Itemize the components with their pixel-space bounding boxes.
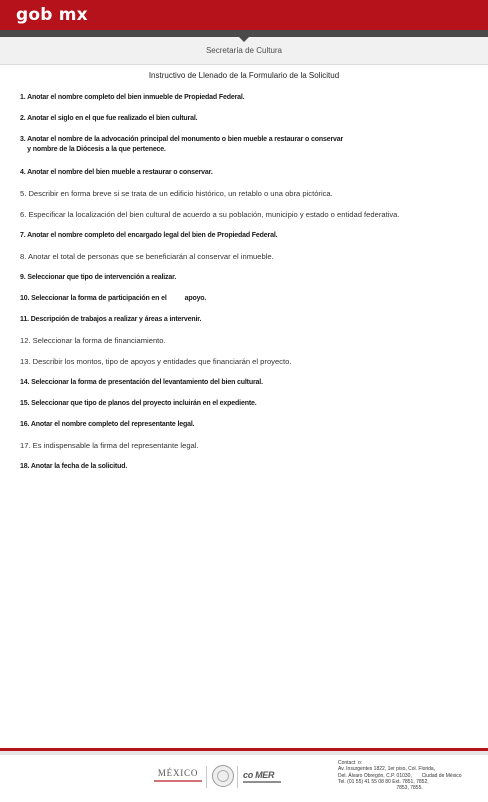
conamer-logo-underline <box>243 781 281 783</box>
logo-separator <box>206 766 207 788</box>
list-item: 8. Anotar el total de personas que se beneficiarán al conservar el inmueble. <box>20 252 274 261</box>
gobmx-logo[interactable]: gob mx <box>16 5 88 25</box>
seal-ring <box>217 770 229 782</box>
contact-info: Contact o: Av. Insurgentes 1822, 1er piso, Col. Florida, Del. Álvaro Obregón, C.P. 01030, Ciudad de México Tel. (01 55) 41 55 08 80 Ext. 7851, 7852, 7853, 7855. <box>338 760 462 792</box>
list-item: 4. Anotar el nombre del bien mueble a restaurar o conservar. <box>20 169 213 176</box>
list-item: 17. Es indispensable la firma del representante legal. <box>20 441 199 450</box>
list-item: 16. Anotar el nombre completo del representante legal. <box>20 421 195 428</box>
list-item: 18. Anotar la fecha de la solicitud. <box>20 463 128 470</box>
footer-gray-line <box>0 751 488 755</box>
conamer-logo: co MER <box>243 770 275 780</box>
list-item: 12. Seleccionar la forma de financiamiento. <box>20 336 166 345</box>
document-title: Instructivo de Llenado de la Formulario de la Solicitud <box>148 71 340 80</box>
logo-separator <box>237 766 238 788</box>
list-item: 13. Describir los montos, tipo de apoyos y entidades que financiarán el proyecto. <box>20 357 292 366</box>
header-notch <box>238 36 250 42</box>
list-item: 5. Describir en forma breve si se trata de un edificio histórico, un retablo o una obra pictórica. <box>20 189 333 198</box>
mexico-logo: MÉXICO <box>157 768 199 778</box>
list-item: 6. Especificar la localización del bien cultural de acuerdo a su población, municipio y estado o entidad federativa. <box>20 210 400 219</box>
list-item: 7. Anotar el nombre completo del encargado legal del bien de Propiedad Federal. <box>20 232 278 239</box>
list-item: 9. Seleccionar que tipo de intervención a realizar. <box>20 274 177 281</box>
mexico-logo-underline <box>154 780 202 782</box>
list-item: 11. Descripción de trabajos a realizar y áreas a intervenir. <box>20 316 202 323</box>
list-item: 10. Seleccionar la forma de participación en el apoyo. <box>20 295 207 302</box>
list-item: 2. Anotar el siglo en el que fue realizado el bien cultural. <box>20 115 198 122</box>
secretaria-label: Secretaría de Cultura <box>205 46 283 55</box>
list-item: 15. Seleccionar que tipo de planos del proyecto incluirán en el expediente. <box>20 400 257 407</box>
instruction-list <box>20 93 480 483</box>
list-item: 14. Seleccionar la forma de presentación del levantamiento del bien cultural. <box>20 379 263 386</box>
list-item: 1. Anotar el nombre completo del bien inmueble de Propiedad Federal. <box>20 94 245 101</box>
list-item: 3. Anotar el nombre de la advocación principal del monumento o bien mueble a restaurar o conservar y nombre de la Diócesis a la que pertenece. <box>20 136 344 153</box>
